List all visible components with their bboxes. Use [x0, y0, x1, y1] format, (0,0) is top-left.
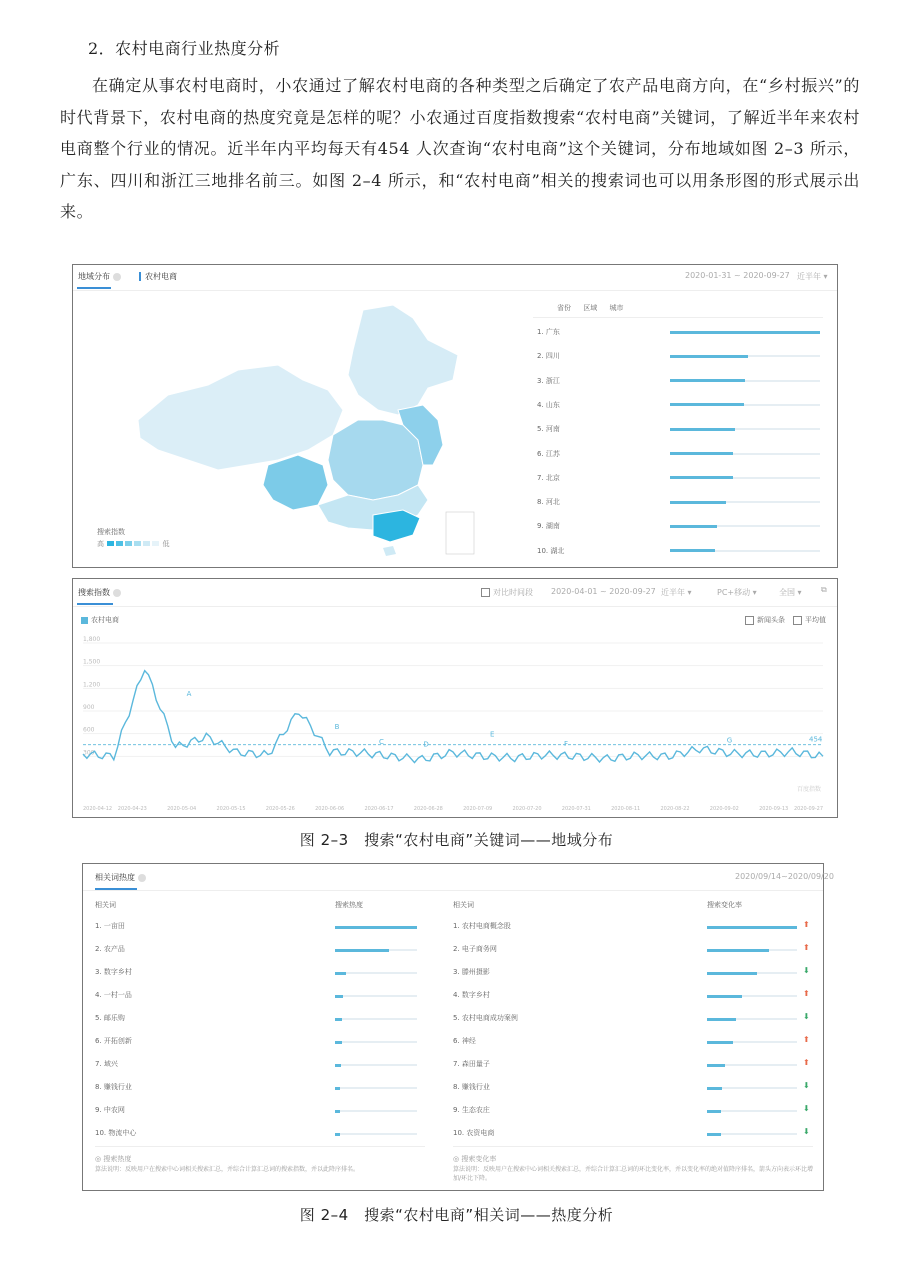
related-bar-fill: [335, 995, 343, 998]
index-date-range[interactable]: 2020-04-01 ~ 2020-09-27: [551, 587, 656, 596]
ranking-bar: [670, 453, 820, 455]
x-tick-label: 2020-09-02: [709, 806, 739, 812]
ranking-label: 3. 浙江: [537, 376, 560, 385]
related-bar-fill: [707, 1018, 736, 1021]
related-bar: [707, 972, 797, 974]
x-tick-label: 2020-07-31: [561, 806, 591, 812]
related-bar: [335, 1018, 417, 1020]
related-bar: [707, 995, 797, 997]
related-bar-fill: [335, 1087, 340, 1090]
related-word[interactable]: 2. 农产品: [95, 945, 125, 953]
ranking-label: 10. 湖北: [537, 546, 565, 555]
related-bar-fill: [335, 949, 389, 952]
y-tick-label: 1,800: [83, 636, 101, 643]
related-bar: [335, 972, 417, 974]
related-bar-fill: [707, 1133, 721, 1136]
map-region-hainan: [383, 546, 396, 556]
annotation-label: E: [490, 730, 495, 739]
related-word[interactable]: 8. 赚钱行业: [453, 1083, 490, 1091]
left-note-title: ◎ 搜索热度: [95, 1155, 132, 1163]
related-bar-fill: [707, 1110, 721, 1113]
x-tick-label: 2020-09-27: [793, 806, 823, 812]
x-tick-label: 2020-06-17: [364, 806, 394, 812]
related-word[interactable]: 3. 滕州摄影: [453, 968, 490, 976]
index-period-select[interactable]: 近半年 ▾: [661, 588, 692, 597]
arrow-down-icon: ⬇: [803, 1081, 810, 1090]
ranking-bar-fill: [670, 452, 733, 455]
related-bar: [707, 1018, 797, 1020]
ranking-bar: [670, 331, 820, 333]
y-tick-label: 600: [83, 726, 95, 734]
related-word[interactable]: 7. 域兴: [95, 1060, 118, 1068]
arrow-up-icon: ⬆: [803, 920, 810, 929]
geo-subtabs: [557, 303, 623, 313]
ranking-bar: [670, 477, 820, 479]
related-word[interactable]: 7. 森田量子: [453, 1060, 490, 1068]
related-bar: [335, 1133, 417, 1135]
legend-swatch: [143, 541, 150, 546]
related-bar-fill: [335, 1110, 340, 1113]
legend-swatch: [125, 541, 132, 546]
x-tick-label: 2020-08-11: [611, 806, 641, 812]
related-bar-fill: [335, 926, 417, 929]
arrow-up-icon: ⬆: [803, 1035, 810, 1044]
map-region-central: [328, 420, 423, 500]
ranking-bar: [670, 525, 820, 527]
related-bar-fill: [707, 1087, 722, 1090]
left-col-header-heat: 搜索热度: [335, 901, 363, 909]
tab-underline: [77, 603, 113, 605]
option-news[interactable]: 新闻头条: [745, 615, 785, 625]
ranking-label: 2. 四川: [537, 352, 560, 361]
legend-swatch: [152, 541, 159, 546]
related-bar: [707, 1087, 797, 1089]
related-bar: [707, 1041, 797, 1043]
subtab-province[interactable]: 省份: [557, 304, 571, 312]
y-tick-label: 1,200: [83, 681, 101, 689]
tab-index[interactable]: 搜索指数: [78, 587, 121, 598]
x-tick-label: 2020-04-23: [117, 806, 147, 812]
related-bar: [335, 1110, 417, 1112]
ranking-bar: [670, 428, 820, 430]
annotation-label: G: [726, 736, 733, 745]
ranking-bar: [670, 550, 820, 552]
map-legend-title: 搜索指数: [97, 528, 125, 536]
related-bar-fill: [335, 1133, 340, 1136]
annotation-label: B: [334, 723, 340, 732]
related-bar-fill: [335, 1018, 342, 1021]
right-col-header-word: 相关词: [453, 901, 474, 909]
export-icon[interactable]: ⧉: [821, 585, 827, 594]
related-word[interactable]: 6. 开拓创新: [95, 1037, 132, 1045]
related-word[interactable]: 10. 农资电商: [453, 1129, 495, 1137]
info-icon: [138, 874, 146, 882]
x-tick-label: 2020-05-04: [167, 806, 197, 812]
ranking-bar-fill: [670, 476, 733, 479]
x-tick-label: 2020-05-15: [216, 806, 246, 812]
related-word[interactable]: 8. 赚钱行业: [95, 1083, 132, 1091]
left-note: 算法说明：反映用户在搜索中心词相关搜索汇总，并综合计算汇总词的搜索指数，并以此降序排名。: [95, 1166, 360, 1173]
option-average[interactable]: 平均值: [793, 615, 826, 625]
ranking-label: 1. 广东: [537, 328, 560, 336]
related-bar: [335, 1041, 417, 1043]
x-tick-label: 2020-05-26: [265, 806, 295, 812]
subtab-city[interactable]: 城市: [609, 304, 624, 312]
figure-caption-2: 图 2–4 搜索“农村电商”相关词——热度分析: [299, 1206, 614, 1224]
annotation-label: F: [564, 739, 569, 748]
tab-related[interactable]: 相关词热度: [95, 872, 146, 883]
arrow-down-icon: ⬇: [803, 1104, 810, 1113]
related-word[interactable]: 5. 农村电商成功案例: [453, 1014, 518, 1022]
ranking-bar-fill: [670, 428, 735, 431]
geo-period-select[interactable]: 近半年 ▾: [797, 272, 828, 281]
ranking-label: 5. 河南: [537, 425, 560, 434]
index-panel: [72, 578, 838, 818]
ranking-bar-fill: [670, 379, 745, 382]
subtab-region[interactable]: 区域: [583, 304, 598, 312]
legend-swatch: [116, 541, 123, 546]
source-label: 百度指数: [796, 786, 821, 793]
related-word[interactable]: 6. 神经: [453, 1037, 476, 1045]
related-panel: [82, 863, 834, 1191]
related-bar: [335, 1087, 417, 1089]
tab-geo[interactable]: 地域分布: [78, 271, 121, 282]
related-bar-fill: [335, 972, 346, 975]
x-tick-label: 2020-06-28: [413, 806, 443, 812]
right-note-title: ◎ 搜索变化率: [453, 1155, 497, 1163]
map-region-guangdong: [373, 510, 420, 542]
arrow-down-icon: ⬇: [803, 1127, 810, 1136]
arrow-up-icon: ⬆: [803, 1058, 810, 1067]
related-word[interactable]: 1. 一亩田: [95, 922, 125, 930]
ranking-bar-fill: [670, 525, 717, 528]
ranking-bar: [670, 380, 820, 382]
related-bar-fill: [707, 1064, 725, 1067]
ranking-bar: [670, 355, 820, 357]
ranking-bar: [670, 404, 820, 406]
right-col-header-change: 搜索变化率: [707, 901, 742, 909]
y-tick-label: 1,500: [83, 658, 101, 666]
related-bar-fill: [707, 972, 757, 975]
ranking-label: 7. 北京: [537, 473, 560, 482]
legend-swatch: [134, 541, 141, 546]
related-word[interactable]: 9. 中农网: [95, 1106, 125, 1114]
geo-panel: [72, 264, 838, 568]
ranking-bar: [670, 501, 820, 503]
tab-underline: [77, 287, 111, 289]
region-select[interactable]: 全国 ▾: [779, 588, 802, 597]
search-index-chart: [73, 627, 835, 815]
geo-date-range[interactable]: 2020-01-31 ~ 2020-09-27: [685, 271, 790, 280]
annotation-label: A: [186, 689, 192, 698]
arrow-up-icon: ⬆: [803, 943, 810, 952]
ranking-bar-fill: [670, 549, 715, 552]
device-select[interactable]: PC+移动 ▾: [717, 588, 757, 597]
right-note: 算法说明：反映用户在搜索中心词相关搜索汇总，并综合计算汇总词的环比变化率，并以变化率的绝对值降序排名，箭头方向表示环比增加/环比下降。: [453, 1166, 814, 1182]
compare-toggle[interactable]: 对比时间段: [481, 587, 533, 598]
ranking-bar-fill: [670, 331, 820, 334]
related-bar: [707, 1133, 797, 1135]
arrow-down-icon: ⬇: [803, 1012, 810, 1021]
ranking-bar-fill: [670, 403, 744, 406]
y-tick-label: 300: [83, 749, 95, 757]
related-bar-fill: [707, 1041, 733, 1044]
series-line: [83, 671, 823, 763]
x-tick-label: 2020-06-06: [315, 806, 345, 812]
arrow-down-icon: ⬇: [803, 966, 810, 975]
info-icon: [113, 589, 121, 597]
related-word[interactable]: 10. 物流中心: [95, 1129, 137, 1137]
related-word[interactable]: 3. 数字乡村: [95, 968, 132, 976]
ranking-label: 4. 山东: [537, 400, 560, 409]
x-tick-label: 2020-04-12: [83, 806, 113, 812]
map-legend: 高 低: [97, 540, 170, 548]
info-icon: [113, 273, 121, 281]
geo-keyword: 农村电商: [139, 271, 177, 282]
legend-swatch: [107, 541, 114, 546]
related-bar: [707, 949, 797, 951]
china-map: [128, 300, 478, 560]
related-bar: [335, 995, 417, 997]
x-tick-label: 2020-07-20: [512, 806, 542, 812]
arrow-up-icon: ⬆: [803, 989, 810, 998]
related-word[interactable]: 5. 邮乐购: [95, 1014, 125, 1022]
x-tick-label: 2020-07-09: [463, 806, 493, 812]
related-bar: [335, 926, 417, 928]
related-bar-fill: [707, 949, 769, 952]
related-date-range: 2020/09/14~2020/09/20: [735, 872, 834, 881]
related-bar: [335, 949, 417, 951]
related-word[interactable]: 2. 电子商务网: [453, 945, 497, 953]
body-paragraph: 在确定从事农村电商时，小农通过了解农村电商的各种类型之后确定了农产品电商方向，在“乡村振兴”的时代背景下，农村电商的热度究竟是怎样的呢？小农通过百度指数搜索“农村电商”关键词，了解近半年来农村电商整个行业的情况。近半年内平均每天有454 人次查询“农村电商”这个关键词，分布地域如图 2–3 所示，广东、四川和浙江三地排名前三。如图 2–4 所示，和“农村电商”相关的搜索词也可以用条形图的形式展示出来。: [60, 76, 860, 221]
related-bar-fill: [335, 1041, 342, 1044]
related-bar-fill: [335, 1064, 341, 1067]
left-col-header-word: 相关词: [95, 901, 116, 909]
map-region-west: [138, 365, 343, 470]
ranking-label: 9. 湖南: [537, 522, 560, 531]
ranking-label: 8. 河北: [537, 498, 560, 507]
ranking-label: 6. 江苏: [537, 449, 560, 458]
related-bar: [707, 1110, 797, 1112]
related-bar: [707, 926, 797, 928]
annotation-label: D: [423, 740, 429, 749]
average-label: 454: [809, 735, 823, 744]
x-tick-label: 2020-09-13: [759, 806, 789, 812]
map-region-sichuan: [263, 455, 328, 510]
related-word[interactable]: 1. 农村电商概念股: [453, 922, 511, 930]
ranking-bar-fill: [670, 501, 726, 504]
x-tick-label: 2020-08-22: [660, 806, 690, 812]
related-word[interactable]: 9. 生态农庄: [453, 1106, 490, 1114]
section-heading: 2．农村电商行业热度分析: [88, 39, 281, 58]
related-bar: [335, 1064, 417, 1066]
figure-caption-1: 图 2–3 搜索“农村电商”关键词——地域分布: [299, 831, 614, 849]
y-tick-label: 900: [83, 704, 95, 711]
annotation-label: C: [379, 738, 384, 747]
series-legend[interactable]: 农村电商: [81, 615, 119, 625]
map-region-north: [348, 305, 458, 415]
related-bar-fill: [707, 995, 742, 998]
related-word[interactable]: 4. 一村一品: [95, 991, 132, 999]
related-bar-fill: [707, 926, 797, 929]
ranking-bar-fill: [670, 355, 748, 358]
related-bar: [707, 1064, 797, 1066]
related-word[interactable]: 4. 数字乡村: [453, 991, 490, 999]
map-inset-box: [446, 512, 474, 554]
